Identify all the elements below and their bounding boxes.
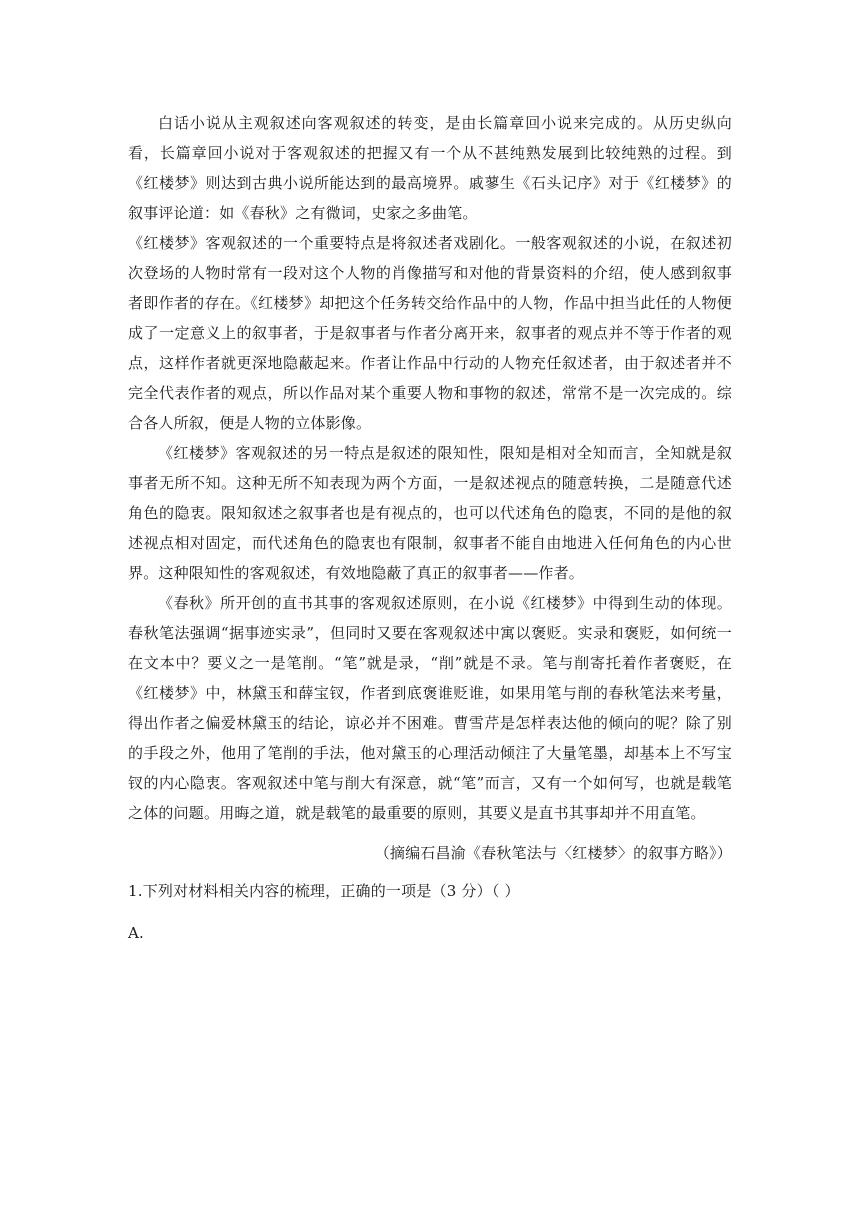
option-a: A. [128,924,145,942]
source-citation: （摘编石昌渝《春秋笔法与〈红楼梦〉的叙事方略》） [374,844,732,862]
paragraph-4: 《春秋》所开创的直书其事的客观叙述原则，在小说《红楼梦》中得到生动的体现。春秋笔法强调“据事迹实录”，但同时又要在客观叙述中寓以褒贬。实录和褒贬，如何统一在文本中？要义之一是笔削。“笔”就是录，“削”就是不录。笔与削寄托着作者褒贬，在《红楼梦》中，林黛玉和薛宝钗，作者到底褒谁贬谁，如果用笔与削的春秋笔法来考量，得出作者之偏爱林黛玉的结论，谅必并不困难。曹雪芹是怎样表达他的倾向的呢？除了别的手段之外，他用了笔削的手法，他对黛玉的心理活动倾注了大量笔墨，却基本上不写宝钗的内心隐衷。客观叙述中笔与削大有深意，就“笔”而言，又有一个如何写，也就是载笔之体的问题。用晦之道，就是载笔的最重要的原则，其要义是直书其事却并不用直笔。 [128,594,732,822]
document-body [128,108,732,948]
question-stem: 1.下列对材料相关内容的梳理，正确的一项是（3 分）（ ） [128,882,520,900]
paragraph-3: 《红楼梦》客观叙述的另一特点是叙述的限知性，限知是相对全知而言，全知就是叙事者无所不知。这种无所不知表现为两个方面，一是叙述视点的随意转换，二是随意代述角色的隐衷。限知叙述之叙事者也是有视点的，也可以代述角色的隐衷，不同的是他的叙述视点相对固定，而代述角色的隐衷也有限制，叙事者不能自由地进入任何角色的内心世界。这种限知性的客观叙述，有效地隐蔽了真正的叙事者——作者。 [128,444,732,582]
paragraph-1: 白话小说从主观叙述向客观叙述的转变，是由长篇章回小说来完成的。从历史纵向看，长篇章回小说对于客观叙述的把握又有一个从不甚纯熟发展到比较纯熟的过程。到《红楼梦》则达到古典小说所能达到的最高境界。戚蓼生《石头记序》对于《红楼梦》的叙事评论道：如《春秋》之有微词，史家之多曲笔。 [128,114,732,222]
paragraph-2: 《红楼梦》客观叙述的一个重要特点是将叙述者戏剧化。一般客观叙述的小说，在叙述初次登场的人物时常有一段对这个人物的肖像描写和对他的背景资料的介绍，使人感到叙事者即作者的存在。《红楼梦》却把这个任务转交给作品中的人物，作品中担当此任的人物便成了一定意义上的叙事者，于是叙事者与作者分离开来，叙事者的观点并不等于作者的观点，这样作者就更深地隐蔽起来。作者让作品中行动的人物充任叙述者，由于叙述者并不完全代表作者的观点，所以作品对某个重要人物和事物的叙述，常常不是一次完成的。综合各人所叙，便是人物的立体影像。 [128,234,732,432]
